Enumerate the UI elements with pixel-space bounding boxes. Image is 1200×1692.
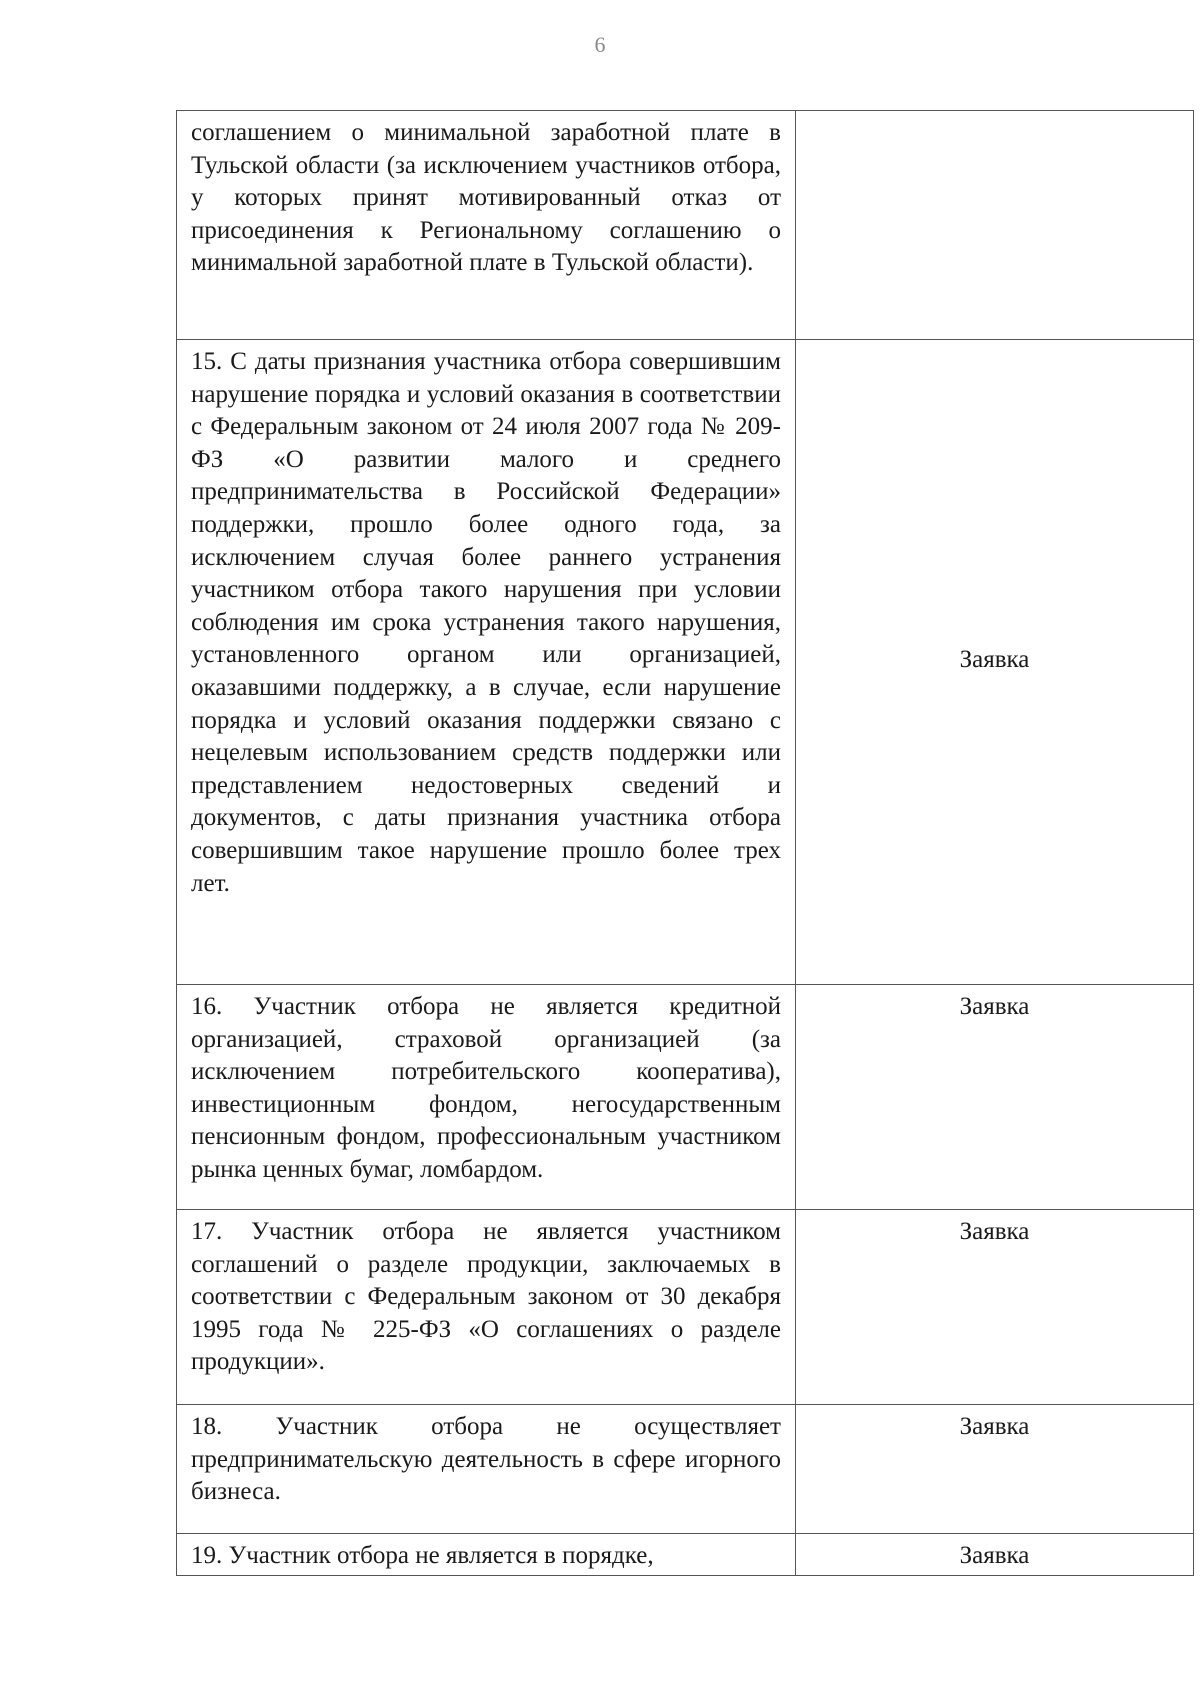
table-row xyxy=(177,1405,1194,1534)
document-cell: Заявка xyxy=(796,985,1194,1210)
table-row xyxy=(177,1210,1194,1405)
document-cell: Заявка xyxy=(796,340,1194,985)
requirement-text: 15. С даты признания участника отбора совершившим нарушение порядка и условий оказания в соответствии с Федеральным законом от 24 июля 2007 года № 209-ФЗ «О развитии малого и среднего предпринимательства в Российской Федерации» поддержки, прошло более одного года, за исключением случая более раннего устранения участником отбора такого нарушения при условии соблюдения им срока устранения такого нарушения, установленного органом или организацией, оказавшими поддержку, а в случае, если нарушение порядка и условий оказания поддержки связано с нецелевым использованием средств поддержки или представлением недостоверных сведений и документов, с даты признания участника отбора совершившим такое нарушение прошло более трех лет. xyxy=(177,340,796,985)
table-row xyxy=(177,985,1194,1210)
requirement-text: 16. Участник отбора не является кредитной организацией, страховой организацией (за исключением потребительского кооператива), инвестиционным фондом, негосударственным пенсионным фондом, профессиональным участником рынка ценных бумаг, ломбардом. xyxy=(177,985,796,1210)
requirements-table xyxy=(176,110,1194,1576)
requirement-text: 17. Участник отбора не является участником соглашений о разделе продукции, заключаемых в соответствии с Федеральным законом от 30 декабря 1995 года № 225-ФЗ «О соглашениях о разделе продукции». xyxy=(177,1210,796,1405)
table-row xyxy=(177,340,1194,985)
page-number: 6 xyxy=(594,32,606,57)
document-cell xyxy=(796,111,1194,340)
requirement-text: 19. Участник отбора не является в порядке, xyxy=(177,1534,796,1576)
table-row xyxy=(177,1534,1194,1576)
document-cell: Заявка xyxy=(796,1210,1194,1405)
document-cell: Заявка xyxy=(796,1405,1194,1534)
table-row xyxy=(177,111,1194,340)
requirement-text: соглашением о минимальной заработной плате в Тульской области (за исключением участников отбора, у которых принят мотивированный отказ от присоединения к Региональному соглашению о минимальной заработной плате в Тульской области). xyxy=(177,111,796,340)
requirement-text: 18. Участник отбора не осуществляет предпринимательскую деятельность в сфере игорного бизнеса. xyxy=(177,1405,796,1534)
document-cell: Заявка xyxy=(796,1534,1194,1576)
